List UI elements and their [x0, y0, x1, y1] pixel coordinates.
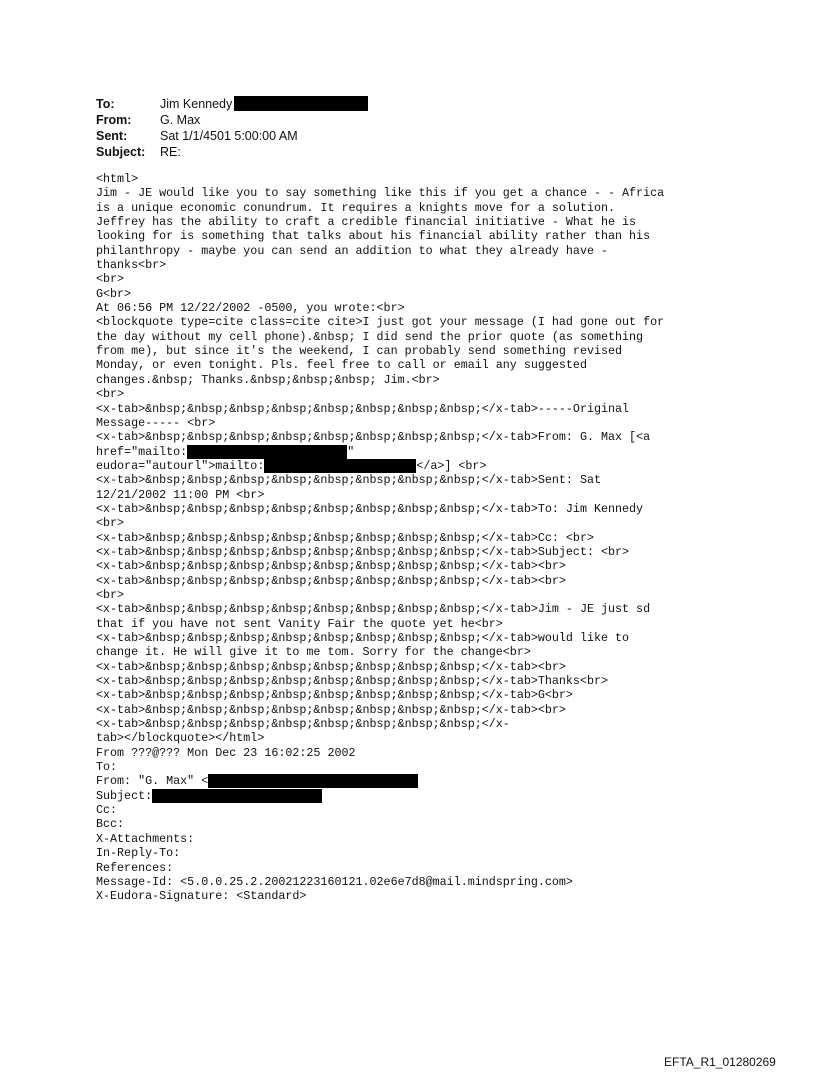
body-line	[96, 344, 736, 358]
body-line-text: <br>	[96, 516, 125, 531]
body-line	[96, 445, 736, 459]
body-line-text: thanks<br>	[96, 258, 167, 273]
body-line	[96, 861, 736, 875]
header-to-row	[96, 96, 368, 112]
from-label: From:	[96, 113, 132, 127]
body-line-text: the day without my cell phone).&nbsp; I did send the prior quote (as something	[96, 329, 644, 344]
body-line-text: <blockquote type=cite class=cite cite>I just got your message (I had gone out for	[96, 315, 665, 330]
body-line	[96, 244, 736, 258]
body-line-text: <br>	[96, 272, 125, 287]
body-line	[96, 846, 736, 860]
body-line	[96, 645, 736, 659]
header-sent-row	[96, 128, 368, 144]
body-line-text: Jim - JE would like you to say something like this if you get a chance - - Africa	[96, 186, 665, 201]
body-line-text: that if you have not sent Vanity Fair the quote yet he<br>	[96, 616, 503, 631]
body-line-text: Message----- <br>	[96, 415, 216, 430]
body-line	[96, 201, 736, 215]
body-line-text: Message-Id: <5.0.0.25.2.20021223160121.02e6e7d8@mail.mindspring.com>	[96, 874, 573, 889]
body-line-text: from me), but since it's the weekend, I can probably send something revised	[96, 344, 623, 359]
subject-label: Subject:	[96, 145, 146, 159]
sent-value: Sat 1/1/4501 5:00:00 AM	[160, 129, 298, 143]
body-line-text: <x-tab>&nbsp;&nbsp;&nbsp;&nbsp;&nbsp;&nbsp;&nbsp;&nbsp;</x-tab><br>	[96, 659, 566, 674]
body-line	[96, 186, 736, 200]
header-from-row	[96, 112, 368, 128]
body-line	[96, 258, 736, 272]
body-line-text: <x-tab>&nbsp;&nbsp;&nbsp;&nbsp;&nbsp;&nbsp;&nbsp;&nbsp;</x-tab><br>	[96, 702, 566, 717]
body-line-text: <x-tab>&nbsp;&nbsp;&nbsp;&nbsp;&nbsp;&nbsp;&nbsp;&nbsp;</x-tab>Cc: <br>	[96, 530, 594, 545]
redaction-bar	[208, 774, 418, 788]
body-line	[96, 272, 736, 286]
redaction-bar	[264, 459, 416, 473]
from-value: G. Max	[160, 113, 201, 127]
body-line-text: X-Attachments:	[96, 831, 195, 846]
body-line	[96, 559, 736, 573]
body-line-text: In-Reply-To:	[96, 846, 181, 861]
body-line	[96, 746, 736, 760]
body-line-text: At 06:56 PM 12/22/2002 -0500, you wrote:<br>	[96, 301, 405, 316]
body-line-text: <x-tab>&nbsp;&nbsp;&nbsp;&nbsp;&nbsp;&nbsp;&nbsp;&nbsp;</x-tab>Jim - JE just sd	[96, 602, 651, 617]
to-value: Jim Kennedy	[160, 97, 233, 111]
redaction-bar	[187, 445, 347, 459]
sent-label: Sent:	[96, 129, 128, 143]
body-line-text: change it. He will give it to me tom. Sorry for the change<br>	[96, 645, 531, 660]
body-line	[96, 774, 736, 788]
body-line-text: X-Eudora-Signature: <Standard>	[96, 889, 307, 904]
body-line	[96, 402, 736, 416]
body-line-text: eudora="autourl">mailto:	[96, 458, 265, 473]
body-line-text: <x-tab>&nbsp;&nbsp;&nbsp;&nbsp;&nbsp;&nbsp;&nbsp;&nbsp;</x-tab>Thanks<br>	[96, 674, 608, 689]
body-line	[96, 832, 736, 846]
body-line-text: Cc:	[96, 803, 118, 818]
body-line	[96, 172, 736, 186]
body-line-text: To:	[96, 760, 118, 775]
body-line	[96, 588, 736, 602]
body-line	[96, 703, 736, 717]
body-line	[96, 688, 736, 702]
body-line	[96, 358, 736, 372]
body-line	[96, 789, 736, 803]
body-line-text: Jeffrey has the ability to craft a credible financial initiative - What he is	[96, 215, 637, 230]
subject-value: RE:	[160, 145, 181, 159]
body-line	[96, 760, 736, 774]
body-line-text: <html>	[96, 172, 139, 186]
body-line	[96, 717, 736, 731]
body-line-tail: "	[347, 444, 355, 459]
body-line-text: <br>	[96, 387, 125, 402]
body-line	[96, 229, 736, 243]
body-line-text: Subject:	[96, 788, 153, 803]
body-line	[96, 315, 736, 329]
body-line	[96, 875, 736, 889]
body-line	[96, 488, 736, 502]
body-line	[96, 373, 736, 387]
body-line-text: <x-tab>&nbsp;&nbsp;&nbsp;&nbsp;&nbsp;&nbsp;&nbsp;&nbsp;</x-tab>Sent: Sat	[96, 473, 601, 488]
body-line-text: G<br>	[96, 286, 132, 301]
body-line	[96, 545, 736, 559]
body-line	[96, 416, 736, 430]
email-body	[96, 172, 736, 904]
body-line-text: <x-tab>&nbsp;&nbsp;&nbsp;&nbsp;&nbsp;&nbsp;&nbsp;&nbsp;</x-tab>G<br>	[96, 688, 573, 703]
document-id: EFTA_R1_01280269	[664, 1055, 776, 1069]
body-line	[96, 502, 736, 516]
body-line-text: <x-tab>&nbsp;&nbsp;&nbsp;&nbsp;&nbsp;&nbsp;&nbsp;&nbsp;</x-tab>From: G. Max [<a	[96, 430, 651, 445]
body-line-text: From ???@??? Mon Dec 23 16:02:25 2002	[96, 745, 356, 760]
body-line	[96, 817, 736, 831]
body-line	[96, 803, 736, 817]
body-line-text: <x-tab>&nbsp;&nbsp;&nbsp;&nbsp;&nbsp;&nbsp;&nbsp;&nbsp;</x-tab>Subject: <br>	[96, 544, 630, 559]
body-line-text: changes.&nbsp; Thanks.&nbsp;&nbsp;&nbsp; Jim.<br>	[96, 372, 440, 387]
body-line-text: <x-tab>&nbsp;&nbsp;&nbsp;&nbsp;&nbsp;&nbsp;&nbsp;&nbsp;</x-tab>-----Original	[96, 401, 630, 416]
body-line-text: is a unique economic conundrum. It requires a knights move for a solution.	[96, 200, 616, 215]
header-subject-row	[96, 144, 368, 160]
body-line	[96, 731, 736, 745]
body-line	[96, 660, 736, 674]
body-line	[96, 574, 736, 588]
body-line	[96, 617, 736, 631]
body-line	[96, 215, 736, 229]
body-line	[96, 430, 736, 444]
body-line	[96, 516, 736, 530]
body-line-text: <x-tab>&nbsp;&nbsp;&nbsp;&nbsp;&nbsp;&nbsp;&nbsp;&nbsp;</x-	[96, 717, 510, 732]
body-line-text: <x-tab>&nbsp;&nbsp;&nbsp;&nbsp;&nbsp;&nbsp;&nbsp;&nbsp;</x-tab><br>	[96, 573, 566, 588]
to-label: To:	[96, 97, 115, 111]
body-line-text: href="mailto:	[96, 444, 188, 459]
body-line	[96, 459, 736, 473]
redaction-bar	[234, 96, 368, 111]
body-line	[96, 387, 736, 401]
body-line-text: <br>	[96, 587, 125, 602]
body-line-text: philanthropy - maybe you can send an addition to what they already have -	[96, 243, 608, 258]
body-line	[96, 287, 736, 301]
body-line-text: Bcc:	[96, 817, 125, 832]
body-line-text: Monday, or even tonight. Pls. feel free to call or email any suggested	[96, 358, 587, 373]
body-line-text: References:	[96, 860, 174, 875]
body-line-text: <x-tab>&nbsp;&nbsp;&nbsp;&nbsp;&nbsp;&nbsp;&nbsp;&nbsp;</x-tab><br>	[96, 559, 566, 574]
body-line-tail: </a>] <br>	[416, 458, 487, 473]
body-line-text: <x-tab>&nbsp;&nbsp;&nbsp;&nbsp;&nbsp;&nbsp;&nbsp;&nbsp;</x-tab>would like to	[96, 631, 630, 645]
body-line	[96, 602, 736, 616]
body-line	[96, 631, 736, 645]
body-line	[96, 330, 736, 344]
email-header	[96, 96, 368, 160]
redaction-bar	[152, 789, 322, 803]
body-line	[96, 531, 736, 545]
body-line	[96, 889, 736, 903]
body-line-text: tab></blockquote></html>	[96, 731, 265, 746]
body-line-text: 12/21/2002 11:00 PM <br>	[96, 487, 265, 502]
body-line	[96, 301, 736, 315]
body-line-text: From: "G. Max" <	[96, 774, 209, 789]
body-line-text: looking for is something that talks about his financial ability rather than his	[96, 229, 651, 244]
body-line-text: <x-tab>&nbsp;&nbsp;&nbsp;&nbsp;&nbsp;&nbsp;&nbsp;&nbsp;</x-tab>To: Jim Kennedy	[96, 501, 644, 516]
body-line	[96, 674, 736, 688]
body-line	[96, 473, 736, 487]
